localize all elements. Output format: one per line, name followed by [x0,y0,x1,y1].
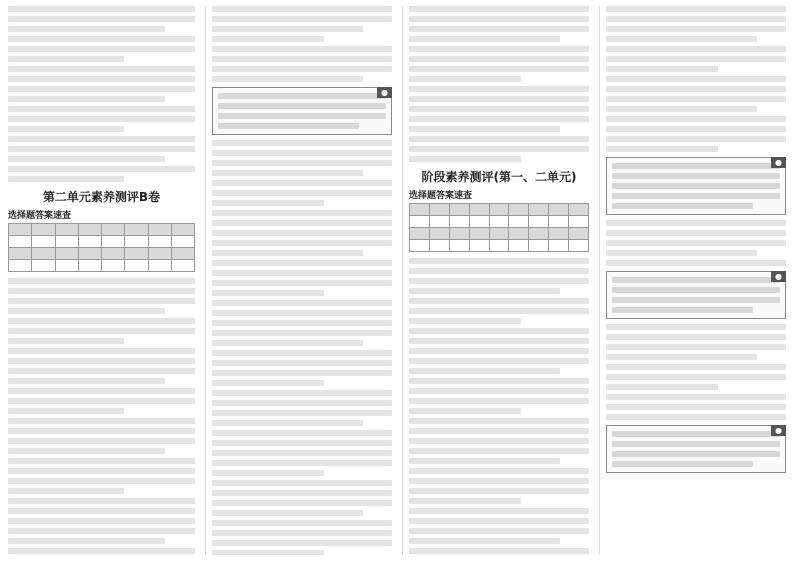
note-tag: ● [771,425,786,436]
note-tag: ● [771,271,786,282]
column-4 [599,6,786,555]
answer-grid-label: 选择题答案速查 [8,211,72,221]
stage-assessment-title: 阶段素养测评(第一、二单元) [421,170,577,184]
explanation-text [8,278,195,555]
answer-grid [8,223,195,272]
sidebar-note [606,271,786,319]
column-2 [205,6,392,555]
explanation-text [212,140,392,555]
note-tag: ● [377,87,392,98]
column-3 [402,6,589,555]
explanation-text [606,324,786,420]
note-tag: ● [771,157,786,168]
explanation-text [606,220,786,266]
stage-answer-grid-label: 选择题答案速查 [409,191,473,201]
sidebar-note [606,157,786,215]
sidebar-note [606,425,786,473]
explanation-text [606,6,786,152]
stage-answer-grid [409,203,589,252]
section-b-title: 第二单元素养测评B卷 [42,190,161,204]
explanation-text [212,6,392,82]
explanation-text [409,6,589,162]
explanation-text [409,258,589,555]
explanation-text [8,6,195,182]
sidebar-note [212,87,392,135]
column-1 [8,6,195,555]
